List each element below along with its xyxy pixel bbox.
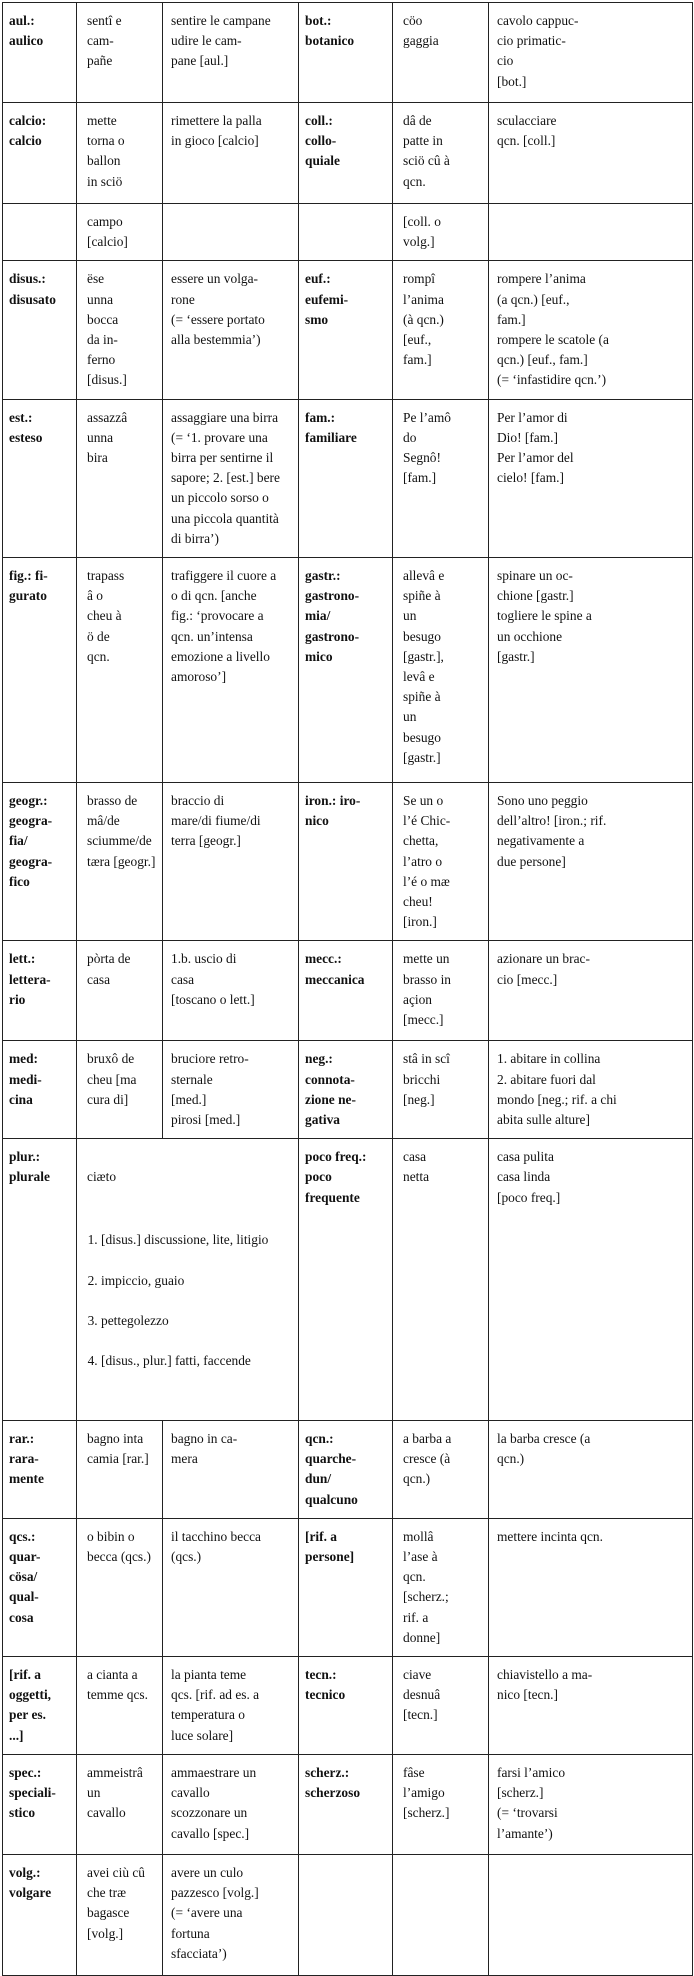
ligurian-term-cell: brasso de mâ/de sciumme/de tæra [geogr.] (77, 783, 163, 941)
ligurian-term-cell: trapass â o cheu à ö de qcn. (77, 558, 163, 783)
abbreviation-cell: gastr.: gastrono- mia/ gastrono- mico (299, 558, 393, 783)
abbreviation-cell: scherz.: scherzoso (299, 1754, 393, 1854)
abbreviation-cell: volg.: volgare (3, 1854, 77, 1975)
abbreviation-cell: qcn.: quarche- dun/ qualcuno (299, 1420, 393, 1518)
abbreviation-cell: iron.: iro- nico (299, 783, 393, 941)
italian-term-cell: il tacchino becca (qcs.) (163, 1518, 299, 1656)
table-row (3, 399, 693, 557)
abbreviation-cell: poco freq.: poco frequente (299, 1139, 393, 1421)
list-item: 4. [disus., plur.] fatti, faccende (101, 1351, 294, 1371)
ligurian-term-cell: allevâ e spiñe à un besugo [gastr.], levâ e spiñe à un besugo [gastr.] (393, 558, 489, 783)
ligurian-term-cell: cöo gaggia (393, 3, 489, 103)
ligurian-term: ciæto (87, 1169, 117, 1185)
list-item: 1. [disus.] discussione, lite, litigio (101, 1230, 294, 1250)
ligurian-term-cell: stâ in scî bricchi [neg.] (393, 1041, 489, 1139)
italian-term-cell (489, 1854, 693, 1975)
italian-term-cell: ammaestrare un cavallo scozzonare un cavallo [spec.] (163, 1754, 299, 1854)
table-row (3, 941, 693, 1041)
abbreviation-cell (299, 1854, 393, 1975)
italian-term-cell: rimettere la palla in gioco [calcio] (163, 103, 299, 204)
table-row (3, 1754, 693, 1854)
italian-term-cell: farsi l’amico [scherz.] (= ‘trovarsi l’amante’) (489, 1754, 693, 1854)
italian-term-cell: Sono uno peggio dell’altro! [iron.; rif. negativamente a due persone] (489, 783, 693, 941)
meanings-list (87, 1210, 294, 1392)
italian-term-cell: rompere l’anima (a qcn.) [euf., fam.] rompere le scatole (a qcn.) [euf., fam.] (= ‘infastidire qcn.’) (489, 261, 693, 399)
abbreviation-cell: euf.: eufemi- smo (299, 261, 393, 399)
italian-term-cell: sculacciare qcn. [coll.] (489, 103, 693, 204)
italian-term-cell: chiavistello a ma- nico [tecn.] (489, 1656, 693, 1754)
table-row (3, 783, 693, 941)
italian-term-cell: essere un volga- rone (= ‘essere portato alla bestemmia’) (163, 261, 299, 399)
table-row (3, 1854, 693, 1975)
ligurian-term-cell: assazzâ unna bira (77, 399, 163, 557)
abbreviation-cell: fig.: fi- gurato (3, 558, 77, 783)
table-row (3, 204, 693, 261)
italian-term-cell: spinare un oc- chione [gastr.] togliere le spine a un occhione [gastr.] (489, 558, 693, 783)
abbreviation-cell: bot.: botanico (299, 3, 393, 103)
ligurian-term-cell: rompî l’anima (à qcn.) [euf., fam.] (393, 261, 489, 399)
abbreviation-cell (3, 204, 77, 261)
italian-term-cell: cavolo cappuc- cio primatic- cio [bot.] (489, 3, 693, 103)
ligurian-term-cell: ciave desnuâ [tecn.] (393, 1656, 489, 1754)
abbreviation-cell: [rif. a oggetti, per es. ...] (3, 1656, 77, 1754)
abbreviation-cell: qcs.: quar- cösa/ qual- cosa (3, 1518, 77, 1656)
ligurian-term-cell: mette torna o ballon in sciö (77, 103, 163, 204)
italian-term-cell: sentire le campane udire le cam- pane [aul.] (163, 3, 299, 103)
ligurian-term-cell: a barba a cresce (à qcn.) (393, 1420, 489, 1518)
ligurian-term-cell: ammeistrâ un cavallo (77, 1754, 163, 1854)
ligurian-term-cell: casa netta (393, 1139, 489, 1421)
italian-term-cell: 1.b. uscio di casa [toscano o lett.] (163, 941, 299, 1041)
italian-term-cell: la barba cresce (a qcn.) (489, 1420, 693, 1518)
ligurian-term-cell: campo [calcio] (77, 204, 163, 261)
list-item: 2. impiccio, guaio (101, 1271, 294, 1291)
abbreviation-cell: disus.: disusato (3, 261, 77, 399)
table-row (3, 103, 693, 204)
table-row (3, 1420, 693, 1518)
italian-term-cell: bagno in ca- mera (163, 1420, 299, 1518)
italian-term-cell: assaggiare una birra (= ‘1. provare una birra per sentirne il sapore; 2. [est.] bere un piccolo sorso o una piccola quantità di birra’) (163, 399, 299, 557)
ligurian-term-cell: [coll. o volg.] (393, 204, 489, 261)
italian-term-cell: braccio di mare/di fiume/di terra [geogr.] (163, 783, 299, 941)
abbreviation-cell: med: medi- cina (3, 1041, 77, 1139)
abbreviation-cell: spec.: speciali- stico (3, 1754, 77, 1854)
ligurian-term-cell: mollâ l’ase à qcn. [scherz.; rif. a donne] (393, 1518, 489, 1656)
ligurian-term-cell: pòrta de casa (77, 941, 163, 1041)
ligurian-term-cell: bruxô de cheu [ma cura di] (77, 1041, 163, 1139)
italian-term-cell: bruciore retro- sternale [med.] pirosi [med.] (163, 1041, 299, 1139)
ligurian-term-cell: sentî e cam- pañe (77, 3, 163, 103)
ligurian-term-cell: mette un brasso in açion [mecc.] (393, 941, 489, 1041)
italian-term-cell: mettere incinta qcn. (489, 1518, 693, 1656)
abbreviation-cell: geogr.: geogra- fia/ geogra- fico (3, 783, 77, 941)
table-row (3, 1139, 693, 1421)
abbreviations-table (2, 2, 693, 1976)
ligurian-term-cell: a cianta a temme qcs. (77, 1656, 163, 1754)
abbreviation-cell: aul.: aulico (3, 3, 77, 103)
table-row (3, 3, 693, 103)
abbreviation-cell (299, 204, 393, 261)
abbreviation-cell: lett.: letterа- rio (3, 941, 77, 1041)
italian-term-cell: la pianta teme qcs. [rif. ad es. a temperatura o luce solare] (163, 1656, 299, 1754)
list-item: 3. pettegolezzo (101, 1311, 294, 1331)
abbreviation-cell: coll.: collo- quiale (299, 103, 393, 204)
abbreviation-cell: mecc.: meccanica (299, 941, 393, 1041)
italian-term-cell: Per l’amor di Dio! [fam.] Per l’amor del cielo! [fam.] (489, 399, 693, 557)
italian-term-cell: avere un culo pazzesco [volg.] (= ‘avere una fortuna sfacciata’) (163, 1854, 299, 1975)
italian-term-cell (163, 204, 299, 261)
table-row (3, 1518, 693, 1656)
ligurian-term-cell (393, 1854, 489, 1975)
italian-term-cell: azionare un brac- cio [mecc.] (489, 941, 693, 1041)
abbreviation-cell: [rif. a persone] (299, 1518, 393, 1656)
ligurian-term-cell: fâse l’amigo [scherz.] (393, 1754, 489, 1854)
table-row (3, 1656, 693, 1754)
abbreviation-cell: neg.: connota- zione ne- gativa (299, 1041, 393, 1139)
ligurian-term-cell: o bibin o becca (qcs.) (77, 1518, 163, 1656)
ligurian-term-cell: Se un o l’é Chic- chetta, l’atro o l’é o mæ cheu! [iron.] (393, 783, 489, 941)
abbreviation-cell: est.: esteso (3, 399, 77, 557)
abbreviation-cell: calcio: calcio (3, 103, 77, 204)
table-row (3, 1041, 693, 1139)
ligurian-term-cell: ëse unna bocca da in- ferno [disus.] (77, 261, 163, 399)
ligurian-term-cell: Pe l’amô do Segnô! [fam.] (393, 399, 489, 557)
ligurian-term-cell: bagno inta camia [rar.] (77, 1420, 163, 1518)
table-row (3, 558, 693, 783)
ligurian-term-cell: dâ de patte in sciö cû à qcn. (393, 103, 489, 204)
italian-term-cell (489, 204, 693, 261)
italian-term-cell: 1. abitare in collina 2. abitare fuori dal mondo [neg.; rif. a chi abita sulle alture] (489, 1041, 693, 1139)
table-row (3, 261, 693, 399)
abbreviation-cell: fam.: familiare (299, 399, 393, 557)
plural-entry-cell (77, 1139, 299, 1421)
abbreviation-cell: plur.: plurale (3, 1139, 77, 1421)
abbreviation-cell: tecn.: tecnico (299, 1656, 393, 1754)
italian-term-cell: trafiggere il cuore a o di qcn. [anche fig.: ‘provocare a qcn. un’intensa emozione a livello amoroso’] (163, 558, 299, 783)
abbreviation-cell: rar.: rara- mente (3, 1420, 77, 1518)
italian-term-cell: casa pulita casa linda [poco freq.] (489, 1139, 693, 1421)
ligurian-term-cell: avei ciù cû che træ bagasce [volg.] (77, 1854, 163, 1975)
